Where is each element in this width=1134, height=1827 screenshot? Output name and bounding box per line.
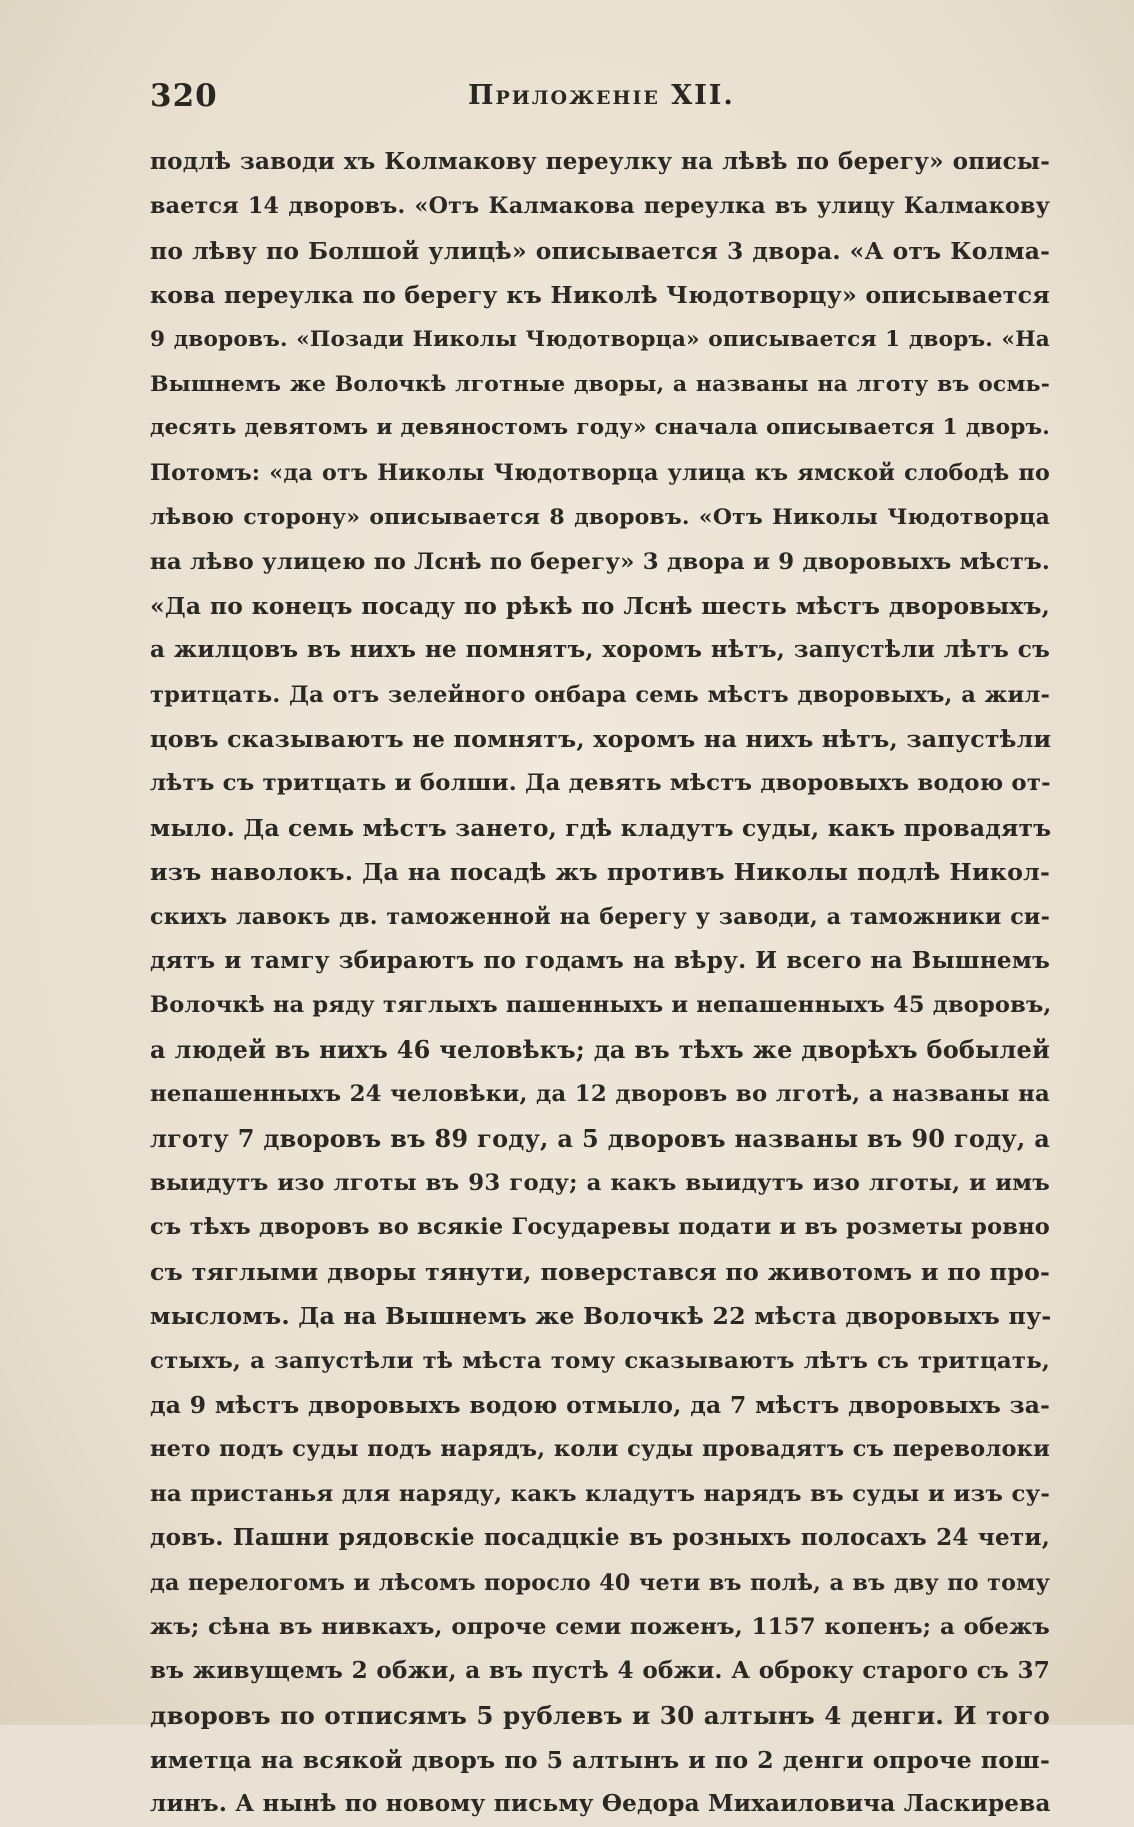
text-line: подлѣ заводи хъ Колмакову переулку на лѣвѣ по берегу» описы- bbox=[150, 148, 1050, 175]
page-header bbox=[150, 78, 1050, 118]
text-line: лготу 7 дворовъ въ 89 году, а 5 дворовъ названы въ 90 году, а bbox=[150, 1123, 1050, 1153]
text-line: лѣтъ съ тритцать и болши. Да девять мѣстъ дворовыхъ водою от- bbox=[150, 770, 1051, 797]
text-line: съ тяглыми дворы тянути, поверстався по животомъ и по про- bbox=[150, 1257, 1050, 1286]
text-line: дятъ и тамгу збираютъ по годамъ на вѣру. И всего на Вышнемъ bbox=[150, 947, 1050, 975]
text-line: нето подъ суды подъ нарядъ, коли суды провадятъ съ переволоки bbox=[150, 1436, 1050, 1463]
text-line: тритцать. Да отъ зелейного онбара семь мѣстъ дворовыхъ, а жил- bbox=[150, 681, 1050, 708]
text-line: а жилцовъ въ нихъ не помнятъ, хоромъ нѣтъ, запустѣли лѣтъ съ bbox=[150, 636, 1050, 664]
text-line: дворовъ по отписямъ 5 рублевъ и 30 алтынъ 4 денги. И того bbox=[150, 1700, 1050, 1730]
text-line: Потомъ: «да отъ Николы Чюдотворца улица къ ямской слободѣ по bbox=[150, 459, 1050, 486]
text-line: довъ. Пашни рядовскіе посадцкіе въ розныхъ полосахъ 24 чети, bbox=[150, 1524, 1050, 1552]
text-line: скихъ лавокъ дв. таможенной на берегу у заводи, а таможники си- bbox=[150, 903, 1050, 930]
text-line: съ тѣхъ дворовъ во всякіе Государевы подати и въ розметы ровно bbox=[150, 1214, 1050, 1241]
text-line: мысломъ. Да на Вышнемъ же Волочкѣ 22 мѣста дворовыхъ пу- bbox=[150, 1302, 1052, 1331]
text-line: жъ; сѣна въ нивкахъ, опроче семи поженъ, 1157 копенъ; а обежъ bbox=[150, 1613, 1050, 1640]
text-line: «Да по конецъ посаду по рѣкѣ по Лснѣ шесть мѣстъ дворовыхъ, bbox=[150, 591, 1050, 620]
text-line: да перелогомъ и лѣсомъ поросло 40 чети въ полѣ, а въ дву по тому bbox=[150, 1569, 1050, 1596]
page-number: 320 bbox=[150, 78, 218, 114]
text-line: на лѣво улицею по Лснѣ по берегу» 3 двора и 9 дворовыхъ мѣстъ. bbox=[150, 548, 1051, 575]
text-line: непашенныхъ 24 человѣки, да 12 дворовъ во лготѣ, а названы на bbox=[150, 1081, 1050, 1108]
body-text bbox=[150, 140, 1050, 1827]
text-line: на пристанья для наряду, какъ кладутъ нарядъ въ суды и изъ су- bbox=[150, 1480, 1050, 1507]
text-line: стыхъ, а запустѣли тѣ мѣста тому сказываютъ лѣтъ съ тритцать, bbox=[150, 1347, 1050, 1374]
text-line: выидутъ изо лготы въ 93 году; а какъ выидутъ изо лготы, и имъ bbox=[150, 1169, 1050, 1196]
text-line: вается 14 дворовъ. «Отъ Калмакова переулка въ улицу Калмакову bbox=[150, 193, 1050, 220]
running-head: Приложеніе XII. bbox=[468, 80, 735, 111]
text-line: иметца на всякой дворъ по 5 алтынъ и по 2 денги опроче пош- bbox=[150, 1746, 1050, 1775]
text-line: въ живущемъ 2 обжи, а въ пустѣ 4 обжи. А оброку старого съ 37 bbox=[150, 1657, 1050, 1685]
text-line: 9 дворовъ. «Позади Николы Чюдотворца» описывается 1 дворъ. «На bbox=[150, 326, 1050, 352]
text-line: а людей въ нихъ 46 человѣкъ; да въ тѣхъ же дворѣхъ бобылей bbox=[150, 1034, 1050, 1064]
text-line: Волочкѣ на ряду тяглыхъ пашенныхъ и непашенныхъ 45 дворовъ, bbox=[150, 992, 1052, 1019]
text-line: мыло. Да семь мѣстъ зането, гдѣ кладутъ суды, какъ провадятъ bbox=[150, 813, 1052, 842]
text-line: лѣвою сторону» описывается 8 дворовъ. «Отъ Николы Чюдотворца bbox=[150, 504, 1050, 531]
text-line: Вышнемъ же Волочкѣ лготные дворы, а названы на лготу въ осмь- bbox=[150, 370, 1050, 397]
text-line: по лѣву по Болшой улицѣ» описывается 3 двора. «А отъ Колма- bbox=[150, 236, 1050, 265]
text-line: линъ. А нынѣ по новому письму Ѳедора Михаиловича Ласкирева bbox=[150, 1790, 1051, 1818]
text-line: цовъ сказываютъ не помнятъ, хоромъ на нихъ нѣтъ, запустѣли bbox=[150, 725, 1052, 754]
text-line: да 9 мѣстъ дворовыхъ водою отмыло, да 7 мѣстъ дворовыхъ за- bbox=[150, 1390, 1050, 1419]
text-line: изъ наволокъ. Да на посадѣ жъ противъ Николы подлѣ Никол- bbox=[150, 858, 1050, 887]
text-line: десять девятомъ и девяностомъ году» сначала описывается 1 дворъ. bbox=[150, 415, 1050, 441]
text-line: кова переулка по берегу къ Николѣ Чюдотворцу» описывается bbox=[150, 281, 1050, 310]
